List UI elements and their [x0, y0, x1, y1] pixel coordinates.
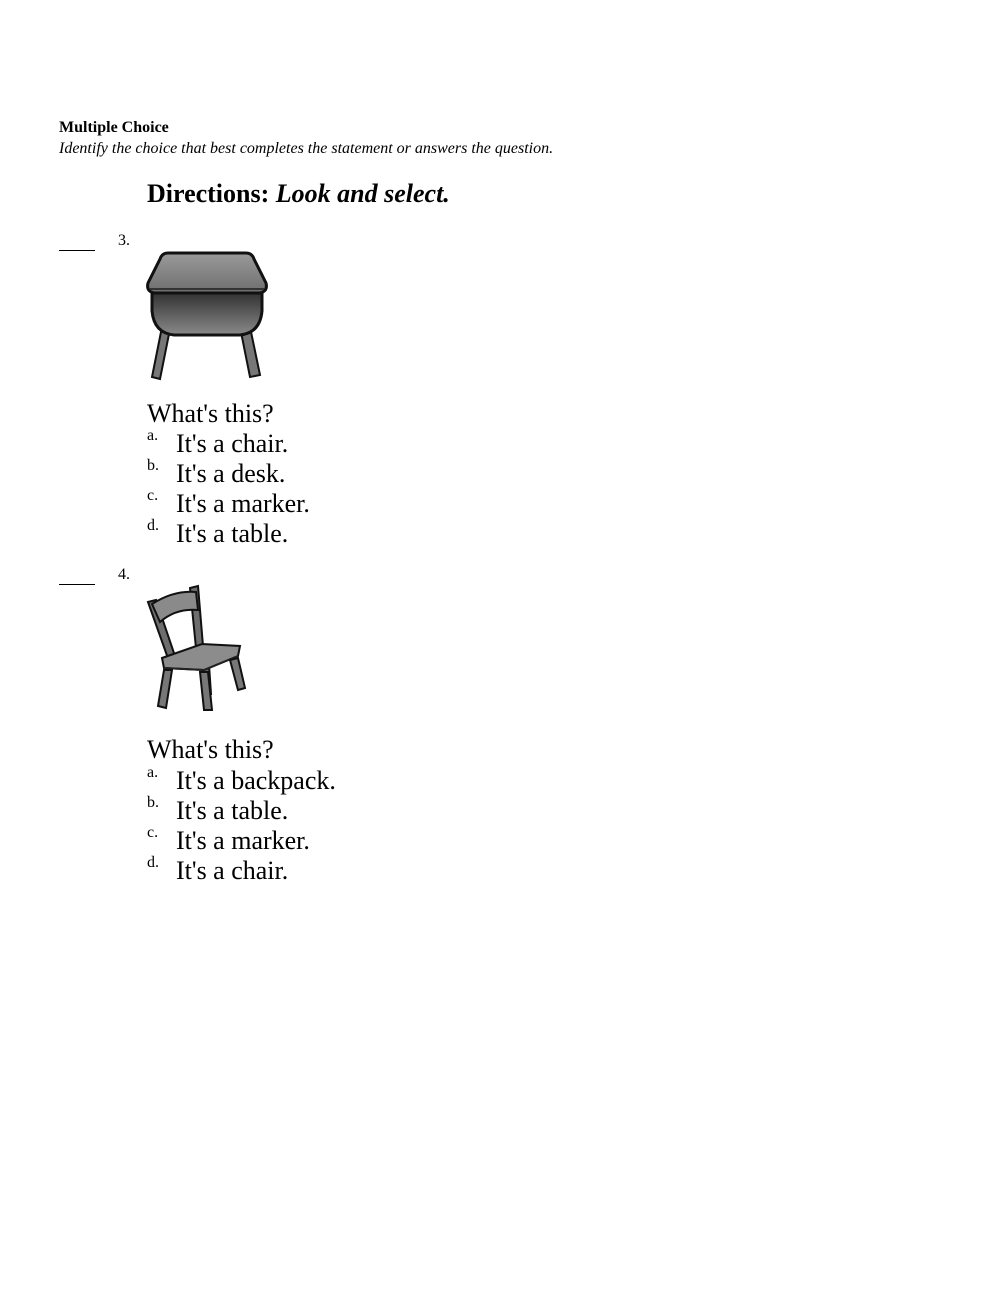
- choice-text: It's a desk.: [176, 459, 286, 488]
- choice-letter: d.: [147, 517, 159, 534]
- directions-text: Look and select.: [275, 179, 450, 208]
- choice-letter: a.: [147, 427, 159, 444]
- question-prompt: What's this?: [147, 735, 274, 764]
- answer-blank[interactable]: [59, 584, 95, 585]
- answer-blank[interactable]: [59, 250, 95, 251]
- question-number: 4.: [118, 566, 130, 583]
- choice-letter: d.: [147, 854, 159, 871]
- choice-a[interactable]: [147, 766, 336, 796]
- directions-label: Directions:: [147, 179, 270, 208]
- choice-letter: b.: [147, 457, 159, 474]
- choice-c[interactable]: [147, 489, 310, 519]
- choice-d[interactable]: [147, 519, 288, 549]
- choice-text: It's a marker.: [176, 489, 310, 518]
- choice-b[interactable]: [147, 459, 285, 489]
- choice-b[interactable]: [147, 796, 288, 826]
- choice-letter: c.: [147, 824, 159, 841]
- choice-text: It's a table.: [176, 796, 289, 825]
- choice-letter: b.: [147, 794, 159, 811]
- choice-a[interactable]: [147, 429, 288, 459]
- choice-text: It's a backpack.: [176, 766, 336, 795]
- choice-d[interactable]: [147, 856, 288, 886]
- choice-text: It's a chair.: [176, 429, 289, 458]
- choice-text: It's a table.: [176, 519, 289, 548]
- choice-text: It's a marker.: [176, 826, 310, 855]
- question-prompt: What's this?: [147, 399, 274, 428]
- choice-c[interactable]: [147, 826, 310, 856]
- choice-text: It's a chair.: [176, 856, 289, 885]
- choice-letter: a.: [147, 764, 159, 781]
- instructions: Identify the choice that best completes the statement or answers the question.: [59, 140, 554, 157]
- section-title: Multiple Choice: [59, 119, 169, 136]
- directions: [147, 179, 450, 209]
- question-number: 3.: [118, 232, 130, 249]
- desk-icon: [144, 249, 270, 387]
- choice-letter: c.: [147, 487, 159, 504]
- chair-icon: [144, 584, 248, 714]
